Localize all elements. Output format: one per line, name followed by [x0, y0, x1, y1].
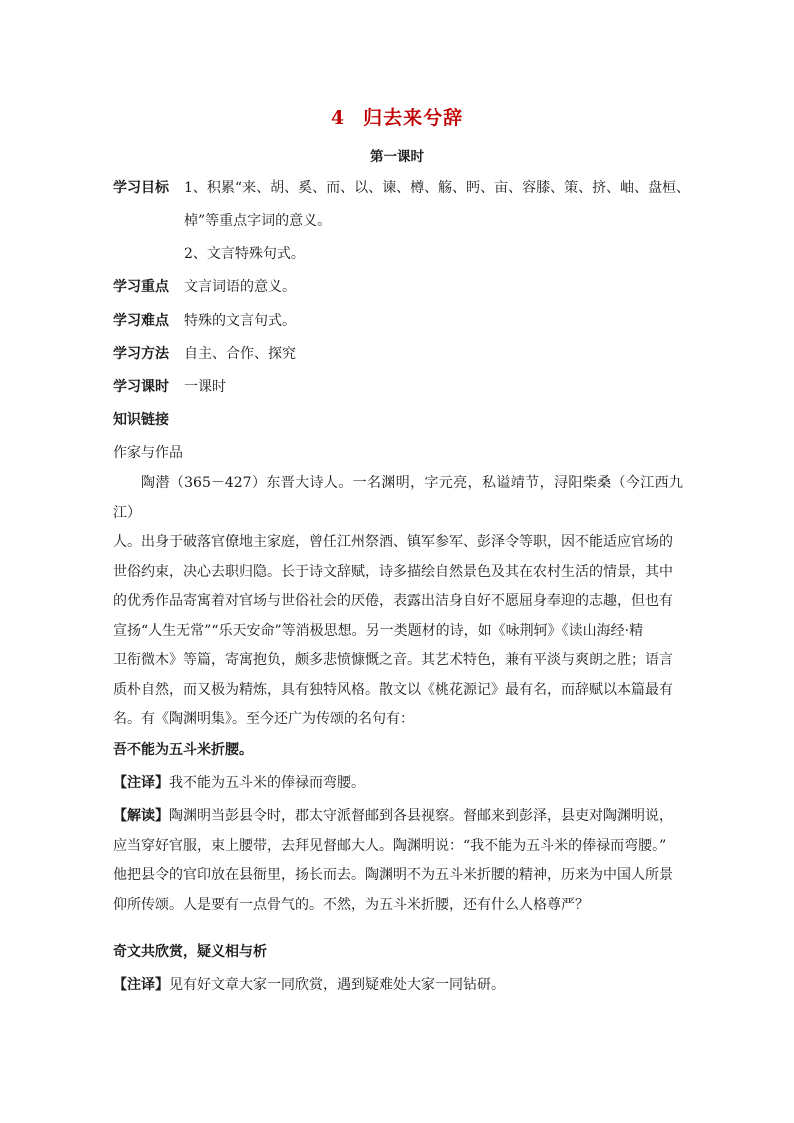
bio-line: 质朴自然，而又极为精炼，具有独特风格。散文以《桃花源记》最有名，而辞赋以本篇最有 [113, 681, 673, 698]
key-point-value: 文言词语的意义。 [184, 279, 296, 295]
quote-1-note [113, 772, 365, 792]
hours-label: 学习课时 [113, 379, 169, 395]
objectives-line-2: 棹”等重点字词的意义。 [184, 213, 332, 229]
note-label: 【注译】 [113, 775, 169, 791]
page-subtitle: 第一课时 [370, 149, 424, 165]
page-title [0, 103, 794, 130]
lesson-number: 4 [330, 107, 346, 129]
quote-2-note [113, 974, 505, 994]
difficulty-value: 特殊的文言句式。 [184, 313, 296, 329]
bio-line: 陶潜（365－427）东晋大诗人。一名渊明，字元亮，私谥靖节，浔阳柴桑（今江西九江） [113, 475, 683, 521]
interp-line [113, 802, 683, 832]
interp-label: 【解读】 [113, 808, 169, 824]
bio-line: 名。有《陶渊明集》。至今还广为传颂的名句有： [113, 711, 414, 727]
interp-line: 仰所传颂。人是要有一点骨气的。不然，为五斗米折腰，还有什么人格尊严？ [113, 896, 589, 913]
bio-line: 世俗约束，决心去职归隐。长于诗文辞赋，诗多描绘自然景色及其在农村生活的情景，其中 [113, 563, 673, 580]
method-label: 学习方法 [113, 346, 169, 362]
interp-line: 他把县令的官印放在县衙里，扬长而去。陶渊明不为五斗米折腰的精神，历来为中国人所景 [113, 867, 673, 883]
method-value: 自主、合作、探究 [184, 346, 296, 362]
key-point-label: 学习重点 [113, 279, 169, 295]
interp-text: 陶渊明当彭县令时，郡太守派督邮到各县视察。督邮来到彭泽，县吏对陶渊明说， [169, 808, 673, 824]
interp-line: 应当穿好官服，束上腰带，去拜见督邮大人。陶渊明说：“我不能为五斗米的俸禄而弯腰。” [113, 837, 667, 854]
note-label: 【注译】 [113, 977, 169, 993]
hours-value: 一课时 [184, 379, 226, 395]
difficulty-label: 学习难点 [113, 313, 169, 329]
objectives-line-3: 2、文言特殊句式。 [184, 246, 305, 262]
objectives-line-1: 1、积累“来、胡、奚、而、以、谏、樽、觞、眄、亩、容膝、策、挤、岫、盘桓、 [184, 180, 691, 196]
quote-1-interpretation [113, 802, 683, 920]
knowledge-subheading: 作家与作品 [113, 445, 183, 461]
lesson-title: 归去来兮辞 [363, 107, 464, 129]
quote-1-text: 吾不能为五斗米折腰。 [113, 742, 253, 758]
bio-line: 的优秀作品寄寓着对官场与世俗社会的厌倦，表露出洁身自好不愿屈身奉迎的志趣，但也有 [113, 593, 673, 609]
note-text: 我不能为五斗米的俸禄而弯腰。 [169, 775, 365, 791]
bio-line: 宣扬“人生无常”“乐天安命”等消极思想。另一类题材的诗，如《咏荆轲》《读山海经·精 [113, 622, 644, 639]
quote-2-text: 奇文共欣赏，疑义相与析 [113, 944, 267, 960]
bio-line: 人。出身于破落官僚地主家庭，曾任江州祭酒、镇军参军、彭泽令等职，因不能适应官场的 [113, 534, 673, 550]
bio-line: 卫衔微木》等篇，寄寓抱负，颇多悲愤慷慨之音。其艺术特色，兼有平淡与爽朗之胜；语言 [113, 652, 673, 668]
knowledge-heading: 知识链接 [113, 412, 169, 428]
objectives-label: 学习目标 [113, 180, 169, 196]
author-bio [113, 469, 683, 735]
note-text: 见有好文章大家一同欣赏，遇到疑难处大家一同钻研。 [169, 977, 505, 993]
